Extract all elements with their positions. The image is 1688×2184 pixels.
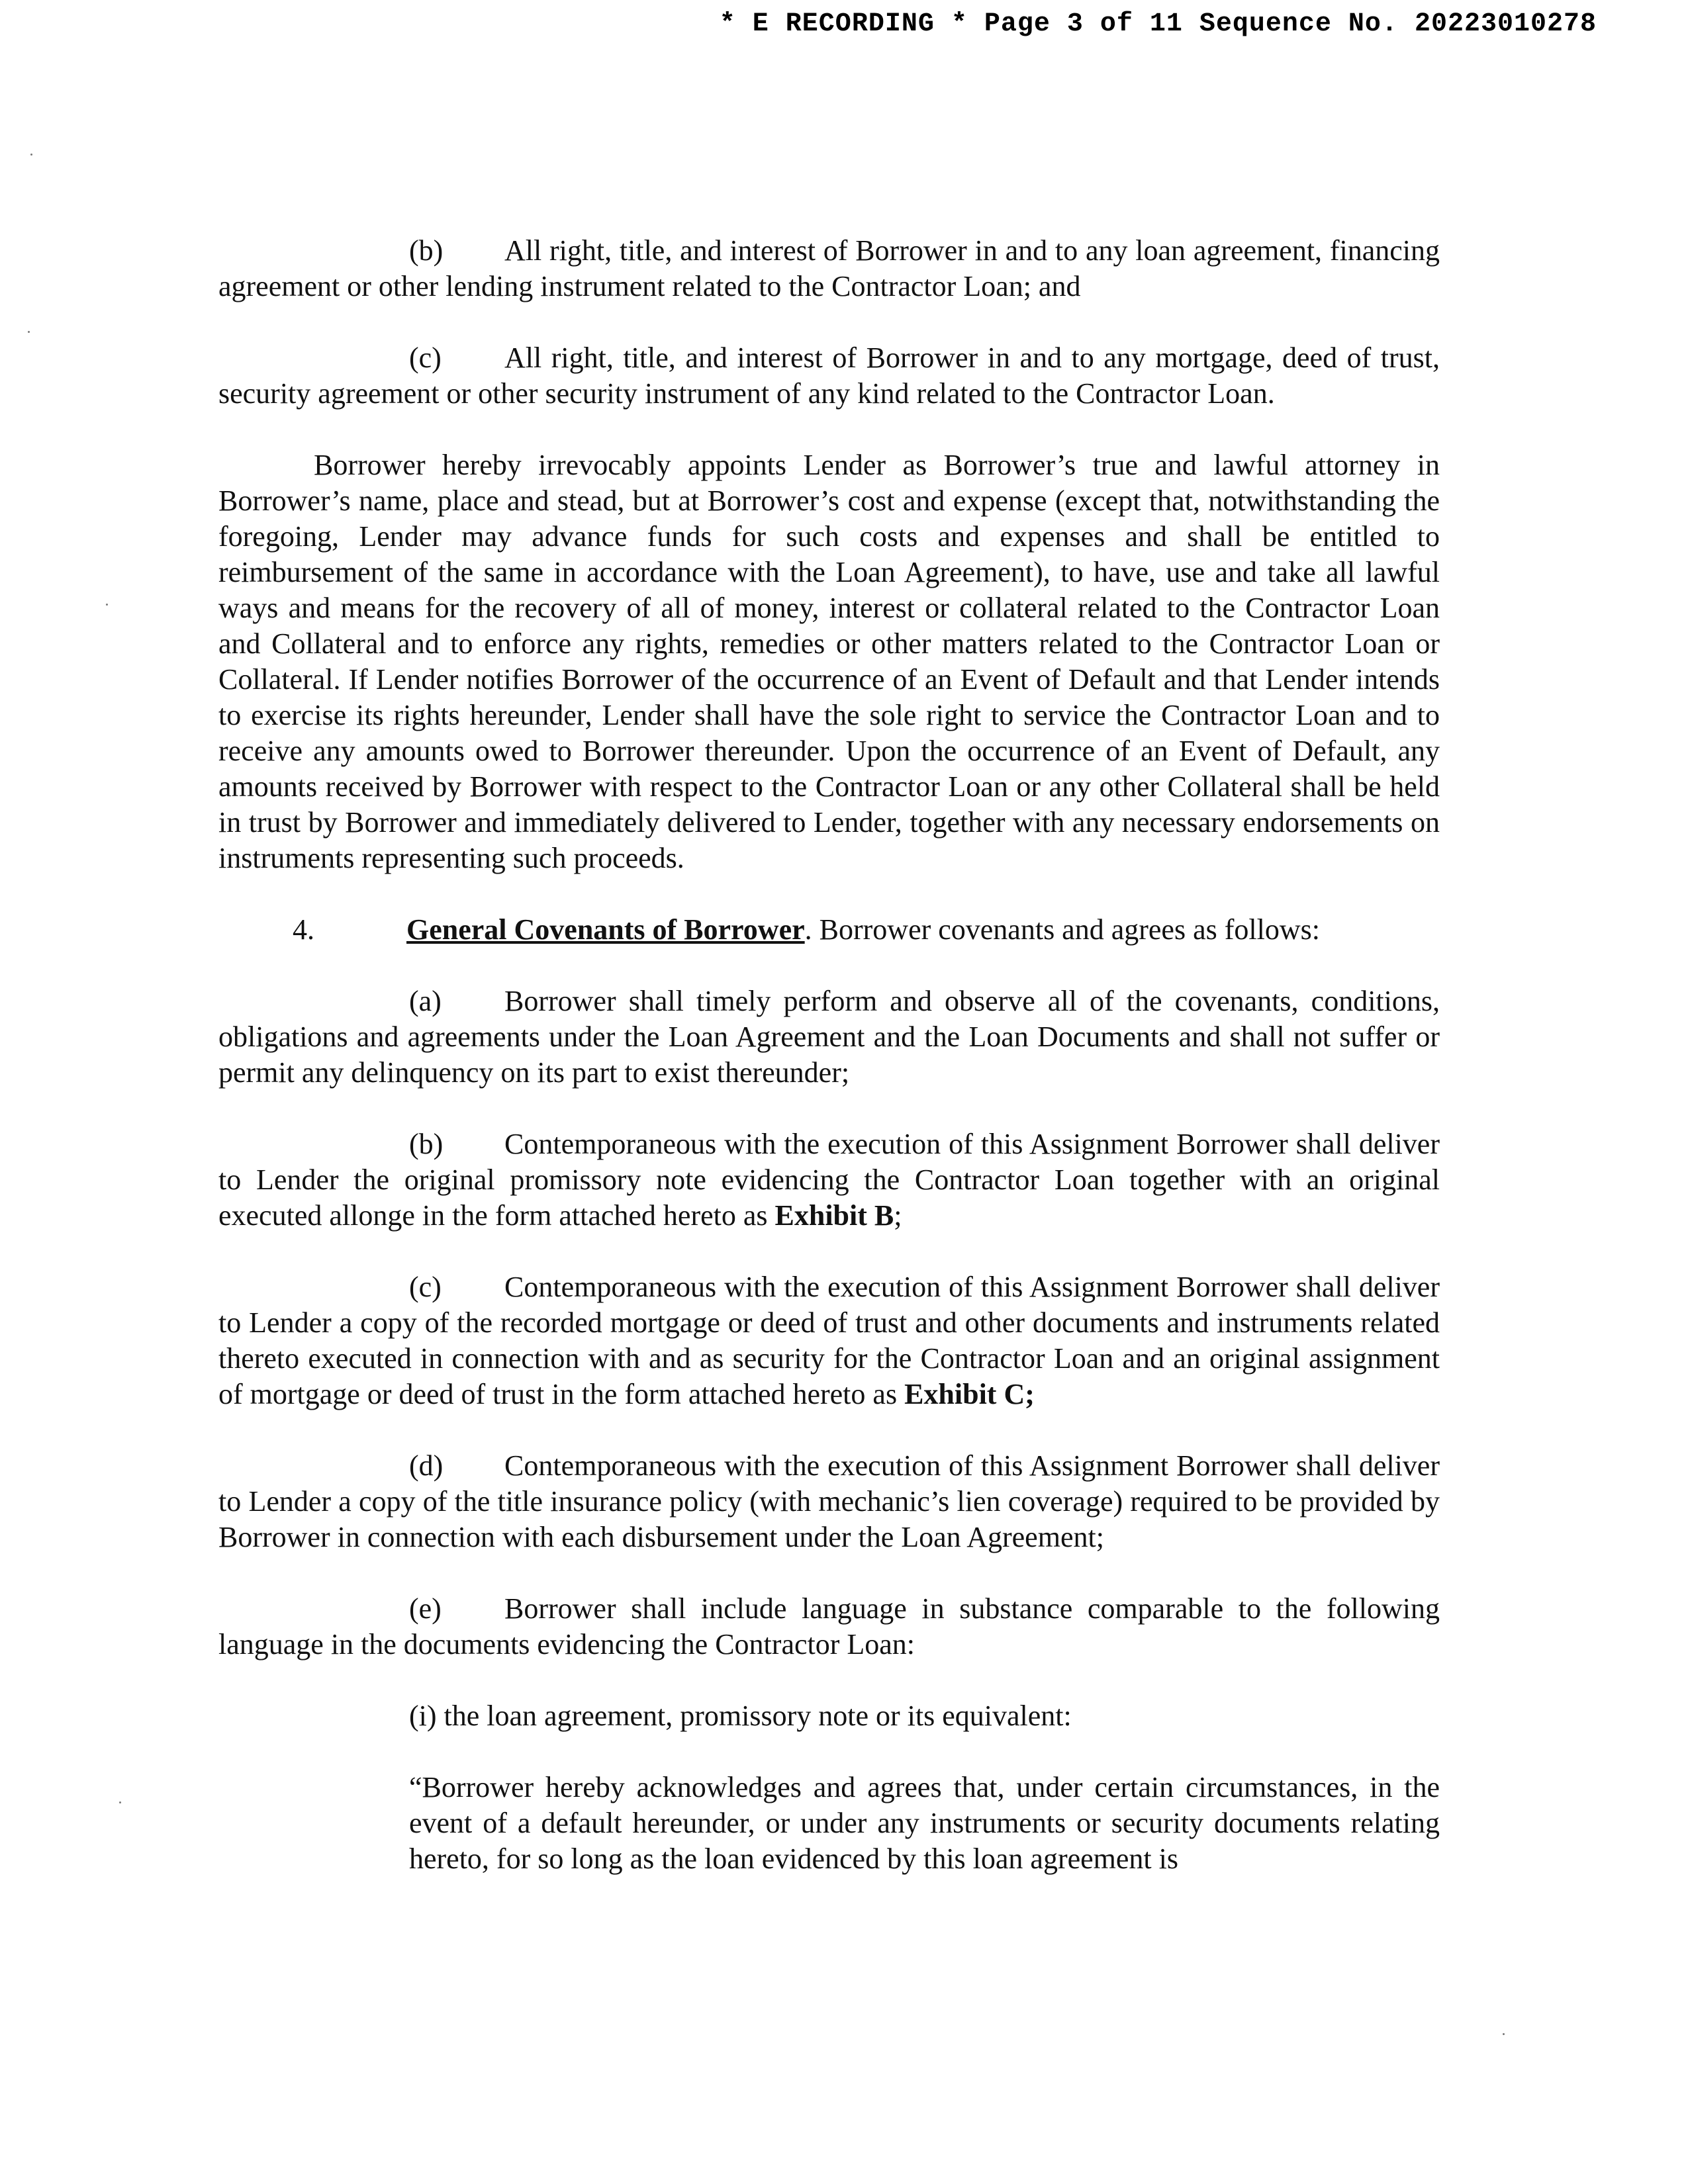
- covenant-text: Contemporaneous with the execution of this Assignment Borrower shall deliver to Lender the original promissory note evidencing the Contractor Loan together with an original executed allonge in the form attached hereto as: [218, 1128, 1440, 1232]
- section-4-heading: [218, 912, 1440, 948]
- scan-speck: [1503, 2033, 1505, 2035]
- recording-header: * E RECORDING * Page 3 of 11 Sequence No. 20223010278: [719, 9, 1597, 39]
- attorney-text: Borrower hereby irrevocably appoints Lender as Borrower’s true and lawful attorney in Borrower’s name, place and stead, but at Borrower’s cost and expense (except that, notwithstanding the foregoing, Lender may advance funds for such costs and expenses and shall be entitled to reimbursement of the same in accordance with the Loan Agreement), to have, use and take all lawful ways and means for the recovery of all of money, interest or collateral related to the Contractor Loan and Collateral and to enforce any rights, remedies or other matters related to the Contractor Loan or Collateral. If Lender notifies Borrower of the occurrence of an Event of Default and that Lender intends to exercise its rights hereunder, Lender shall have the sole right to service the Contractor Loan and to receive any amounts owed to Borrower thereunder. Upon the occurrence of an Event of Default, any amounts received by Borrower with respect to the Contractor Loan or any other Collateral shall be held in trust by Borrower and immediately delivered to Lender, together with any necessary endorsements on instruments representing such proceeds.: [218, 449, 1440, 874]
- covenant-label: (a): [409, 985, 442, 1017]
- covenant-c: [218, 1269, 1440, 1412]
- covenant-e: [218, 1591, 1440, 1662]
- section-title: General Covenants of Borrower: [406, 913, 805, 946]
- subclause-i: [409, 1698, 1440, 1734]
- exhibit-reference: Exhibit C;: [904, 1378, 1035, 1410]
- scan-speck: [30, 154, 32, 156]
- clause-label: (b): [409, 234, 444, 267]
- clause-text: All right, title, and interest of Borrower in and to any loan agreement, financing agreement or other lending instrument related to the Contractor Loan; and: [218, 234, 1440, 302]
- covenant-label: (c): [409, 1271, 442, 1303]
- covenant-text: Borrower shall timely perform and observe all of the covenants, conditions, obligations and agreements under the Loan Agreement and the Loan Documents and shall not suffer or permit any delinquency on its part to exist thereunder;: [218, 985, 1440, 1089]
- covenant-d: [218, 1448, 1440, 1555]
- covenant-a: [218, 983, 1440, 1091]
- covenant-label: (b): [409, 1128, 444, 1160]
- covenant-text: Contemporaneous with the execution of this Assignment Borrower shall deliver to Lender a copy of the title insurance policy (with mechanic’s lien coverage) required to be provided by Borrower in connection with each disbursement under the Loan Agreement;: [218, 1449, 1440, 1553]
- covenant-label: (e): [409, 1592, 442, 1625]
- document-page: [218, 233, 1440, 1877]
- scan-speck: [106, 604, 108, 606]
- covenant-text: Contemporaneous with the execution of this Assignment Borrower shall deliver to Lender a copy of the recorded mortgage or deed of trust and other documents and instruments related thereto executed in connection with and as security for the Contractor Loan and an original assignment of mortgage or deed of trust in the form attached hereto as: [218, 1271, 1440, 1410]
- covenant-label: (d): [409, 1449, 444, 1482]
- covenant-text: Borrower shall include language in substance comparable to the following language in the documents evidencing the Contractor Loan:: [218, 1592, 1440, 1661]
- clause-label: (c): [409, 341, 442, 374]
- exhibit-reference: Exhibit B: [774, 1199, 894, 1232]
- attorney-paragraph: [218, 447, 1440, 876]
- clause-b: [218, 233, 1440, 304]
- scan-speck: [119, 1801, 121, 1803]
- clause-c: [218, 340, 1440, 412]
- clause-text: All right, title, and interest of Borrower in and to any mortgage, deed of trust, security agreement or other security instrument of any kind related to the Contractor Loan.: [218, 341, 1440, 410]
- covenant-b: [218, 1126, 1440, 1234]
- quoted-text: “Borrower hereby acknowledges and agrees that, under certain circumstances, in the event of a default hereunder, or under any instruments or security documents relating hereto, for so long as the loan evidenced by this loan agreement is: [409, 1771, 1440, 1875]
- section-intro: . Borrower covenants and agrees as follows:: [804, 913, 1320, 946]
- section-number: 4.: [293, 913, 314, 946]
- quoted-language: [409, 1770, 1440, 1877]
- covenant-tail: ;: [894, 1199, 902, 1232]
- scan-speck: [28, 331, 30, 333]
- subclause-text: (i) the loan agreement, promissory note or its equivalent:: [409, 1700, 1072, 1732]
